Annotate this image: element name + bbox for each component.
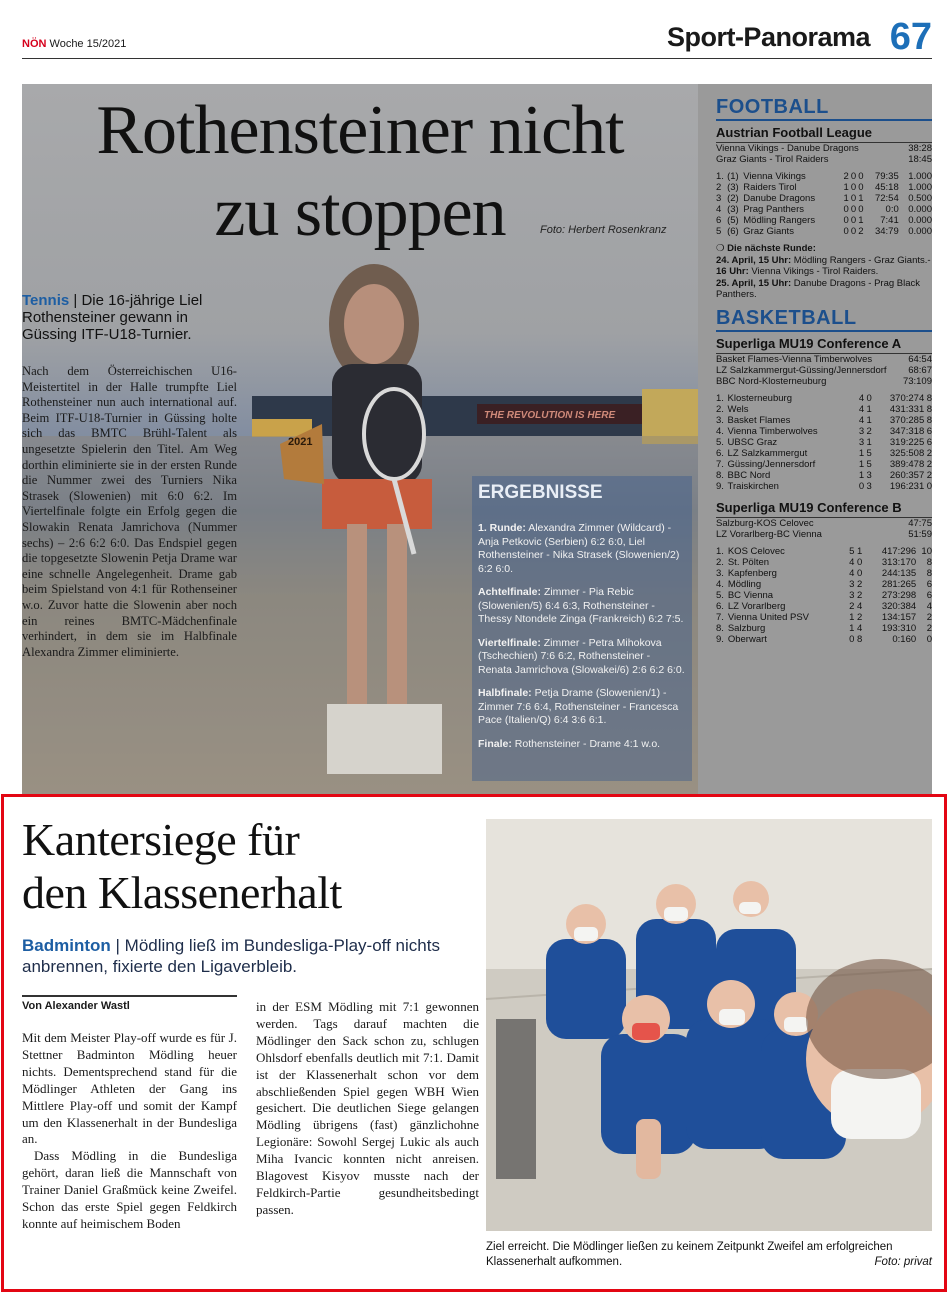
standings-cell: (3) [727,182,739,193]
standings-cell: (5) [727,215,739,226]
fixture: Danube Dragons - Prag Black Panthers. [716,277,921,300]
standings-row [716,470,932,481]
standings-cell: Graz Giants [743,226,794,237]
results-round [478,637,686,678]
results-round [478,586,686,627]
standings-cell: 0 [858,171,864,182]
standings-cell: 5. [716,436,724,448]
standings-cell: 0 [850,171,857,182]
kicker-separator: | [115,936,120,955]
standings-cell: 1 [858,447,865,459]
game-match: Vienna Vikings - Danube Dragons [716,143,859,154]
next-round-text [716,255,932,278]
round-label: Achtelfinale: [478,586,542,598]
standings-cell: 2 [843,171,849,182]
standings-cell: 193:310 [881,622,917,634]
standings-cell: 273:298 [881,589,917,601]
standings-cell: 4 [849,567,855,579]
standings-cell: 1 [858,193,864,204]
game-result [716,529,932,540]
standings-cell: 3 [858,425,865,437]
standings-row [716,546,932,557]
standings-cell: 2 [849,600,855,612]
standings-cell: 313:170 [881,556,917,568]
round-label: Finale: [478,737,512,750]
date-label: 24. April, 15 Uhr: [716,254,792,266]
standings-cell: 2 [926,469,932,481]
standings-cell: 4 [858,403,865,415]
standings-cell: 9. [716,633,724,645]
standings-cell: 6 [926,578,932,590]
standings-cell: (2) [727,193,739,204]
standings-cell: 7. [716,458,724,470]
intro-text: Mödling ließ im Bundesliga-Play-off nichts anbrennen, fixierte den Ligaverbleib. [22,936,440,976]
next-round-text [716,278,932,301]
standings-cell: 6. [716,600,724,612]
team-photo-image [486,819,932,1231]
standings-cell: 8 [856,633,863,645]
standings-cell: 0 [850,182,857,193]
standings-cell: 4 [858,414,865,426]
standings-row [716,612,932,623]
standings-cell: 0 [843,226,849,237]
round-text: Zimmer - Pia Rebic (Slowenien/5) 6:4 6:3, Rothensteiner - Thessy Ntondele Zinga (Frankreich) 6:2 7:5. [478,586,684,625]
standings-cell: 3 [849,589,855,601]
section-title: Sport-Panorama [666,22,870,52]
game-score: 51:59 [908,528,932,540]
standings-cell: 2 [856,589,863,601]
standings-row [716,557,932,568]
standings-row [716,226,932,237]
results-round [478,687,686,728]
page-number: 67 [889,16,932,58]
standings-cell: 0 [858,204,864,215]
standings-cell: 2 [866,425,872,437]
standings-cell: 2 [856,611,863,623]
standings-cell: 72:54 [874,193,899,204]
standings-cell: Mödling [727,578,762,590]
standings-cell: 389:478 [889,458,925,470]
game-result [716,365,932,376]
standings-cell: Kapfenberg [727,567,777,579]
headline-line: Rothensteiner nicht [96,92,624,169]
game-match: BBC Nord-Klosterneuburg [716,375,827,387]
round-text: Rothensteiner - Drame 4:1 w.o. [514,737,661,750]
standings-cell: 0.000 [908,204,932,215]
standings-row [716,634,932,645]
standings-row [716,448,932,459]
standings-cell: 1. [716,392,724,404]
standings-row [716,393,932,404]
league-title: Superliga MU19 Conference B [716,500,932,518]
photo-credit: Foto: privat [874,1256,932,1268]
standings-cell: (3) [727,204,739,215]
standings-cell: 1 [858,469,865,481]
article-column-2 [256,999,479,1219]
standings-cell: 3 [866,469,872,481]
standings-row [716,590,932,601]
caption-text: Ziel erreicht. Die Mödlinger ließen zu keinem Zeitpunkt Zweifel am erfolgreichen Klassenerhalt aufkommen. [486,1241,893,1268]
standings-cell: 0.500 [908,193,932,204]
standings-cell: 4 [856,622,863,634]
standings-row [716,182,932,193]
standings-cell: 260:357 [889,469,925,481]
standings-table [716,393,932,492]
standings-row [716,215,932,226]
standings-cell: 2 [926,611,932,623]
game-result [716,154,932,165]
standings-cell: BC Vienna [727,589,774,601]
results-round [478,522,686,576]
article-headline [22,813,482,919]
standings-cell: (6) [727,226,739,237]
next-round [716,243,932,301]
standings-row [716,459,932,470]
article-intro [22,935,482,977]
standings-cell: 5 [716,226,722,237]
standings-cell: 6 [926,436,932,448]
standings-cell: 1 [866,436,872,448]
standings-cell: (1) [727,171,739,182]
article-body [22,364,237,660]
standings-row [716,601,932,612]
standings-cell: 1 [849,622,855,634]
standings-cell: 1 [843,182,849,193]
standings-cell: 8. [716,622,724,634]
standings-row [716,623,932,634]
standings-cell: 10 [921,545,932,557]
fixture: Vienna Vikings - Tirol Raiders. [751,266,879,277]
standings-cell: Güssing/Jennersdorf [727,458,816,470]
time-label: 16 Uhr: [716,266,749,277]
standings-cell: 8 [926,556,932,568]
standings-cell: 2 [926,458,932,470]
date-label: 25. April, 15 Uhr: [716,277,792,289]
standings-cell: Danube Dragons [743,193,816,204]
round-label: Viertelfinale: [478,636,541,649]
standings-cell: 8. [716,469,724,481]
standings-cell: 431:331 [889,403,925,415]
standings-cell: 5 [866,458,872,470]
game-results [716,143,932,165]
photo-trophy-label: 2021 [288,436,313,448]
game-result [716,143,932,154]
standings-cell: 3 [858,436,865,448]
results-box [472,476,692,781]
fixture: Mödling Rangers - Graz Giants.- [793,254,931,266]
kicker: Tennis [22,292,70,309]
standings-cell: 4 [926,600,932,612]
round-text: Petja Drame (Slowenien/1) - Zimmer 7:6 6:4, Rothensteiner - Francesca Pace (Italien/Q) 6:4 3:6 6:1. [478,687,679,726]
standings-cell: 79:35 [874,171,899,182]
standings-cell: Mödling Rangers [743,215,816,226]
standings-cell: 1 [858,458,865,470]
standings-cell: 6 [716,215,722,226]
standings-cell: 0:160 [892,633,917,645]
game-results [716,354,932,387]
standings-cell: UBSC Graz [727,436,778,448]
standings-cell: 8 [926,414,932,426]
headline-line: Kantersiege für [22,814,300,865]
article-column-1 [22,1030,237,1233]
standings-cell: 4. [716,578,724,590]
game-match: LZ Vorarlberg-BC Vienna [716,528,822,540]
standings-cell: 4. [716,425,724,437]
standings-cell: 1 [866,414,872,426]
standings-row [716,579,932,590]
round-text: Alexandra Zimmer (Wildcard) - Anja Petkovic (Serbien) 6:2 6:0, Liel Rothensteiner - Nika Strasek (Slowenien/2) 6:2 6:0. [478,522,680,575]
intro-text: Die 16-jährige Liel Rothensteiner gewann in Güssing ITF-U18-Turnier. [22,292,203,343]
photo-caption [486,1240,932,1270]
headline-line: den Klassenerhalt [22,867,342,918]
paragraph: Nach dem Österreichischen U16-Meistertitel in der Halle trumpfte Liel Rothensteiner nun auch international auf. Beim ITF-U18-Turnier in Güssing holte sich das BMTC Brühl-Talent als ungesetzte Spielerin den Titel. Am Weg dorthin eliminierte sie in der ersten Runde die Nummer zwei des Turniers Nika Strasek (Slowenien) mit 6:0 6:2. Im Viertelfinale folgte ein Erfolg gegen die Slowakin Renata Jamrichova (Nummer sechs) – 2:6 6:2 6:0. Das Endspiel gegen die topgesetzte Slowenin Petja Drame war eine schnelle Angelegenheit. Drame gab beim Spielstand von 4:1 für Rothenseiner w.o. Zuvor hatte die Slowenin aber noch ein reines BMTC-Mädchenfinale verhindert, in dem sie im Halbfinale Alexandra Zimmer eliminierte. [22,364,237,659]
standings-cell: 1. [716,545,724,557]
kicker: Badminton [22,936,111,955]
standings-cell: Oberwart [727,633,767,645]
standings-cell: 1 [843,193,849,204]
league-title: Austrian Football League [716,125,932,143]
standings-cell: 8 [926,392,932,404]
standings-cell: 5 [849,545,855,557]
standings-cell: 0 [866,392,872,404]
standings-cell: 6. [716,447,724,459]
standings-cell: Klosterneuburg [727,392,792,404]
standings-cell: 320:384 [881,600,917,612]
standings-cell: 2 [926,447,932,459]
sidebar-section-title: BASKETBALL [716,307,932,332]
standings-cell: 1.000 [908,171,932,182]
round-label: Halbfinale: [478,687,532,699]
headline-line: zu stoppen [214,174,506,251]
bullet-icon: ❍ [716,243,725,254]
faded-top-area [22,84,932,796]
standings-row [716,171,932,182]
results-round [478,738,686,752]
standings-cell: BBC Nord [727,469,771,481]
team-photo [486,819,932,1231]
standings-cell: 281:265 [881,578,917,590]
standings-cell: 1.000 [908,182,932,193]
game-match: LZ Salzkammergut-Güssing/Jennersdorf [716,364,887,376]
standings-row [716,426,932,437]
standings-table [716,546,932,645]
standings-cell: 0 [843,215,849,226]
standings-cell: Salzburg [727,622,766,634]
game-score: 73:109 [902,375,932,387]
standings-cell: 370:285 [889,414,925,426]
game-match: Salzburg-KOS Celovec [716,517,814,529]
game-results [716,518,932,540]
paragraph: Mit dem Meister Play-off wurde es für J. Stettner Badminton Mödling heuer nichts. Dementsprechend stand für die Mödlinger Athleten der Gang ins Mittlere Play-off und somit der Kampf um den Klassenerhalt in der Bundesliga an. [22,1030,237,1147]
standings-cell: LZ Salzkammergut [727,447,808,459]
standings-cell: 3 [849,578,855,590]
tennis-article [22,84,698,796]
standings-cell: Vienna United PSV [727,611,810,623]
results-title: ERGEBNISSE [478,482,603,503]
photo-credit: Foto: Herbert Rosenkranz [540,224,667,236]
standings-cell: 1 [866,403,872,415]
standings-cell: 319:225 [889,436,925,448]
issue-label: Woche 15/2021 [49,38,127,50]
standings-cell: 8 [926,567,932,579]
standings-cell: 370:274 [889,392,925,404]
standings-cell: Traiskirchen [727,480,779,492]
photo-banner-text: THE REVOLUTION IS HERE [484,410,616,421]
results-sidebar [716,96,932,645]
standings-cell: 8 [926,403,932,415]
standings-cell: 34:79 [874,226,899,237]
game-result [716,376,932,387]
standings-cell: Prag Panthers [743,204,804,215]
standings-cell: 0 [858,480,865,492]
standings-cell: 417:296 [881,545,917,557]
standings-cell: Vienna Vikings [743,171,806,182]
standings-cell: 5 [866,447,872,459]
standings-cell: 0 [850,226,857,237]
standings-cell: 2 [856,578,863,590]
game-score: 47:75 [908,517,932,529]
standings-cell: 0 [926,633,932,645]
standings-cell: 0 [856,567,863,579]
standings-cell: 2 [926,622,932,634]
league-title: Superliga MU19 Conference A [716,336,932,354]
standings-cell: 1. [716,171,724,182]
intro: Tennis | Die 16-jährige Liel Rothensteiner gewann in Güssing ITF-U18-Turnier. [22,292,203,343]
standings-cell: 2. [716,556,724,568]
standings-cell: 6 [926,589,932,601]
byline: Von Alexander Wastl [22,995,237,1012]
standings-cell: 4 [849,556,855,568]
standings-row [716,404,932,415]
standings-cell: Raiders Tirol [743,182,797,193]
standings-cell: Wels [727,403,749,415]
next-round-title [716,243,932,255]
standings-cell: 3. [716,567,724,579]
standings-cell: 4 [858,392,865,404]
paragraph: Dass Mödling in die Bundesliga gehört, daran ließ die Mannschaft von Trainer Daniel Graßmück keine Zweifel. Schon das erste Spiel gegen Feldkirch konnte auf heimischem Boden [22,1148,237,1231]
standings-cell: 7. [716,611,724,623]
standings-cell: 0 [926,480,932,492]
standings-cell: 3. [716,414,724,426]
standings-table [716,171,932,237]
page-header [22,16,932,64]
standings-cell: 4 [716,204,722,215]
standings-cell: 45:18 [874,182,899,193]
standings-cell: 2 [716,182,722,193]
standings-cell: 2. [716,403,724,415]
standings-cell: 1 [858,215,864,226]
game-score: 18:45 [908,154,932,165]
game-score: 38:28 [908,143,932,154]
game-score: 64:54 [908,353,932,365]
game-result [716,354,932,365]
standings-cell: Vienna Timberwolves [727,425,818,437]
game-score: 68:67 [908,364,932,376]
standings-cell: 3 [866,480,872,492]
standings-cell: 0 [856,556,863,568]
standings-cell: 0 [850,215,857,226]
standings-cell: 0 [849,633,855,645]
game-match: Basket Flames-Vienna Timberwolves [716,353,873,365]
standings-row [716,415,932,426]
standings-cell: 1 [849,611,855,623]
standings-cell: 6 [926,425,932,437]
standings-cell: 0:0 [885,204,899,215]
standings-cell: 325:508 [889,447,925,459]
standings-row [716,568,932,579]
next-round-title-text: Die nächste Runde: [727,243,816,254]
standings-cell: 0.000 [908,226,932,237]
brand-logo: NÖN [22,38,47,50]
standings-row [716,193,932,204]
standings-cell: 5. [716,589,724,601]
standings-row [716,204,932,215]
standings-cell: 3 [716,193,722,204]
sidebar-section-title: FOOTBALL [716,96,932,121]
standings-cell: KOS Celovec [727,545,785,557]
standings-cell: St. Pölten [727,556,770,568]
standings-cell: 134:157 [881,611,917,623]
standings-cell: 0 [843,204,849,215]
round-label: 1. Runde: [478,522,526,534]
standings-cell: 0.000 [908,215,932,226]
standings-cell: 0 [850,204,857,215]
standings-cell: 1 [856,545,863,557]
standings-cell: 0 [858,182,864,193]
standings-row [716,437,932,448]
round-text: Zimmer - Petra Mihokova (Tschechien) 7:6 6:2, Rothensteiner - Renata Jamrichova (Slowakei/6) 2:6 6:2 6:0. [478,636,685,676]
paragraph: in der ESM Mödling mit 7:1 gewonnen werden. Tags darauf machten die Mödlinger den Sack schon zu, schlugen Ohlsdorf ebenfalls deutlich mit 7:1. Damit ist der Klassenerhalt schon vor dem abschließenden Spiel gegen WBH Wien gesichert. Die deutlichen Siege gelangen Mödling übrigens (fast) gänzlichohne Legionäre: Sowohl Sergej Lukic als auch Miha Ivancic konnten nicht anreisen. Blagovest Kisyov musste nach der Feldkirch-Partie gesundheitsbedingt passen. [256,999,479,1217]
standings-row [716,481,932,492]
standings-cell: 2 [858,226,864,237]
standings-cell: 9. [716,480,724,492]
standings-cell: 0 [850,193,857,204]
header-rule [22,58,932,59]
game-result [716,518,932,529]
game-match: Graz Giants - Tirol Raiders [716,154,829,165]
masthead [22,38,126,50]
standings-cell: 347:318 [889,425,925,437]
standings-cell: 7:41 [880,215,899,226]
standings-cell: LZ Vorarlberg [727,600,786,612]
standings-cell: Basket Flames [727,414,791,426]
standings-cell: 244:135 [881,567,917,579]
standings-cell: 4 [856,600,863,612]
standings-cell: 196:231 [889,480,925,492]
